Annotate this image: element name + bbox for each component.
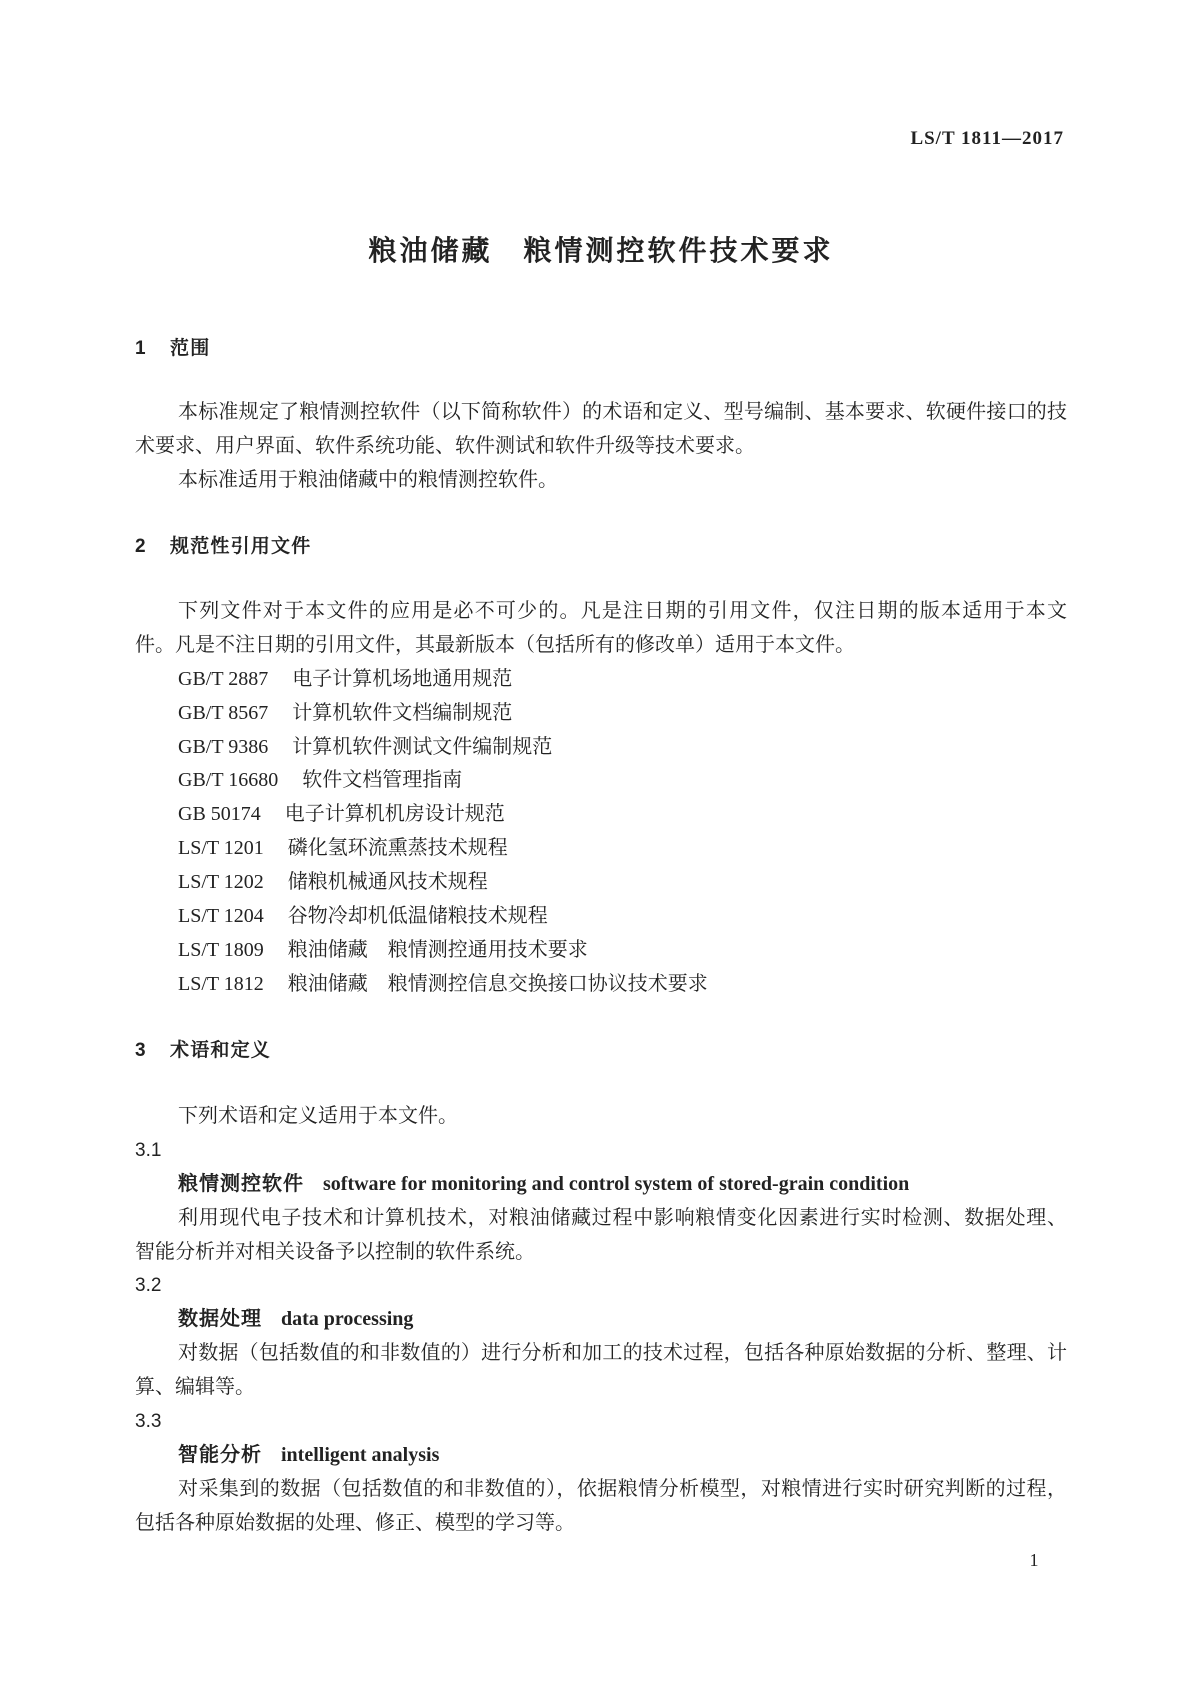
clause-number: 3.2	[135, 1275, 162, 1297]
term-heading	[135, 1303, 1067, 1337]
reference-title: 粮油储藏 粮情测控信息交换接口协议技术要求	[287, 972, 708, 995]
section-number: 2	[135, 536, 146, 557]
definition-line: 算、编辑等。	[135, 1376, 255, 1399]
term-english: intelligent analysis	[281, 1443, 440, 1466]
document-code: LS/T 1811—2017	[910, 128, 1064, 149]
paragraph-line: 下列术语和定义适用于本文件。	[178, 1105, 458, 1127]
section-title: 范围	[170, 338, 211, 359]
term-heading	[135, 1439, 1067, 1473]
reference-code: GB/T 2887	[178, 667, 269, 690]
reference-code: GB/T 9386	[178, 735, 269, 758]
reference-code: LS/T 1201	[178, 837, 264, 860]
reference-title: 软件文档管理指南	[302, 769, 463, 792]
reference-code: GB 50174	[178, 803, 261, 826]
term-english: data processing	[281, 1308, 414, 1331]
reference-title: 磷化氢环流熏蒸技术规程	[287, 837, 508, 860]
term-chinese: 数据处理	[178, 1308, 262, 1331]
reference-title: 电子计算机机房设计规范	[284, 803, 505, 826]
reference-item	[135, 663, 1067, 697]
section-body-terms-and-definitions	[135, 1100, 1067, 1541]
term-english: software for monitoring and control system of stored-grain condition	[323, 1172, 910, 1195]
definition-line: 包括各种原始数据的处理、修正、模型的学习等。	[135, 1511, 575, 1534]
reference-item	[135, 697, 1067, 731]
section-number: 1	[135, 338, 146, 359]
term-heading	[135, 1168, 1067, 1202]
reference-title: 计算机软件测试文件编制规范	[292, 735, 553, 758]
page-number: 1	[1029, 1550, 1039, 1570]
definition-line: 利用现代电子技术和计算机技术，对粮油储藏过程中影响粮情变化因素进行实时检测、数据处理、	[178, 1206, 1067, 1229]
section-heading-terms-and-definitions	[135, 1034, 1067, 1068]
definition-line: 对数据（包括数值的和非数值的）进行分析和加工的技术过程，包括各种原始数据的分析、整理、计	[178, 1342, 1067, 1365]
definition-line: 智能分析并对相关设备予以控制的软件系统。	[135, 1240, 535, 1263]
reference-list	[135, 663, 1067, 1002]
reference-title: 电子计算机场地通用规范	[292, 667, 513, 690]
reference-code: LS/T 1809	[178, 938, 264, 961]
section-number: 3	[135, 1040, 146, 1061]
reference-item	[135, 934, 1067, 968]
reference-code: GB/T 16680	[178, 769, 279, 792]
document-title: 粮油储藏 粮情测控软件技术要求	[368, 235, 834, 266]
reference-title: 储粮机械通风技术规程	[287, 871, 488, 894]
section-heading-normative-references	[135, 530, 1067, 564]
section-heading-scope	[135, 332, 1067, 366]
paragraph-line: 本标准规定了粮情测控软件（以下简称软件）的术语和定义、型号编制、基本要求、软硬件接口的技	[178, 401, 1067, 423]
section-title: 术语和定义	[170, 1040, 272, 1061]
reference-title: 粮油储藏 粮情测控通用技术要求	[287, 938, 588, 961]
reference-code: GB/T 8567	[178, 701, 269, 724]
reference-code: LS/T 1202	[178, 871, 264, 894]
paragraph-line: 下列文件对于本文件的应用是必不可少的。凡是注日期的引用文件，仅注日期的版本适用于本文	[178, 600, 1067, 622]
reference-code: LS/T 1812	[178, 972, 264, 995]
section-body-normative-references	[135, 595, 1067, 1002]
section-body-scope	[135, 396, 1067, 498]
paragraph-line: 本标准适用于粮油储藏中的粮情测控软件。	[178, 468, 558, 491]
reference-item	[135, 866, 1067, 900]
reference-item	[135, 798, 1067, 832]
reference-title: 计算机软件文档编制规范	[292, 701, 513, 724]
definition-line: 对采集到的数据（包括数值的和非数值的），依据粮情分析模型，对粮情进行实时研究判断的过程，	[178, 1477, 1067, 1500]
reference-item	[135, 731, 1067, 765]
reference-item	[135, 832, 1067, 866]
reference-code: LS/T 1204	[178, 905, 264, 928]
clause-number: 3.3	[135, 1411, 162, 1433]
reference-item	[135, 968, 1067, 1002]
reference-title: 谷物冷却机低温储粮技术规程	[287, 905, 548, 928]
clause-number: 3.1	[135, 1139, 162, 1161]
term-chinese: 智能分析	[178, 1443, 262, 1466]
reference-item	[135, 764, 1067, 798]
section-title: 规范性引用文件	[170, 536, 312, 557]
paragraph-line: 术要求、用户界面、软件系统功能、软件测试和软件升级等技术要求。	[135, 434, 755, 457]
term-chinese: 粮情测控软件	[178, 1172, 304, 1195]
reference-item	[135, 900, 1067, 934]
paragraph-line: 件。凡是不注日期的引用文件，其最新版本（包括所有的修改单）适用于本文件。	[135, 633, 855, 656]
